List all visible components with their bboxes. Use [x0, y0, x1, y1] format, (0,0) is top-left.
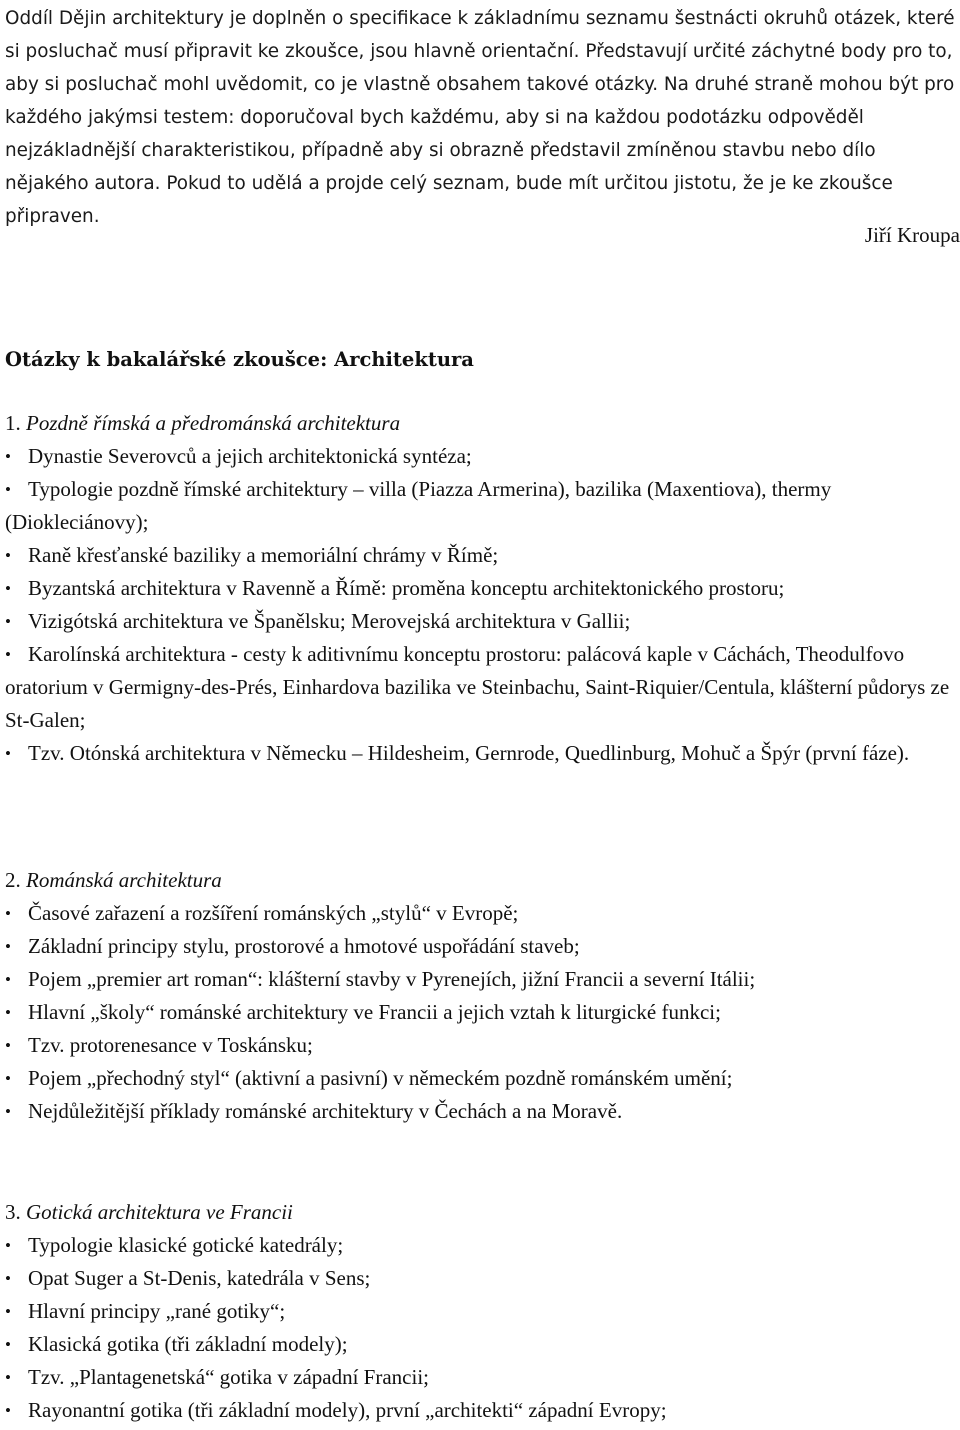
list-item: [5, 1062, 960, 1095]
bullet-icon: •: [5, 1401, 11, 1420]
bullet-icon: •: [5, 447, 11, 466]
list-item: [5, 572, 960, 605]
section-heading: [5, 864, 960, 897]
list-item: [5, 1328, 960, 1361]
bullet-icon: •: [5, 744, 11, 763]
list-item: [5, 963, 960, 996]
list-item: [5, 440, 960, 473]
list-item: [5, 1295, 960, 1328]
bullet-icon: •: [5, 612, 11, 631]
list-item: [5, 737, 960, 770]
bullet-icon: •: [5, 1003, 11, 1022]
list-item-text: Časové zařazení a rozšíření románských „stylů“ v Evropě;: [28, 901, 519, 925]
list-item-text: Vizigótská architektura ve Španělsku; Merovejská architektura v Gallii;: [28, 609, 631, 633]
section-list: [5, 440, 960, 770]
bullet-icon: •: [5, 1269, 11, 1288]
list-item: [5, 473, 960, 539]
list-item-text: Pojem „premier art roman“: klášterní stavby v Pyrenejích, jižní Francii a severní Itálii;: [28, 967, 756, 991]
list-item-text: Typologie klasické gotické katedrály;: [28, 1233, 344, 1257]
list-item: [5, 1394, 960, 1427]
list-item: [5, 1029, 960, 1062]
bullet-icon: •: [5, 1236, 11, 1255]
list-item: [5, 638, 960, 737]
section-list: [5, 1229, 960, 1427]
intro-paragraph: Oddíl Dějin architektury je doplněn o specifikace k základnímu seznamu šestnácti okruhů otázek, které si posluchač musí připravit ke zkoušce, jsou hlavně orientační. Představují určité záchytné body pro to, aby si posluchač mohl uvědomit, co je vlastně obsahem takové otázky. Na druhé straně mohou být pro každého jakýmsi testem: doporučoval bych každému, aby si na každou podotázku odpověděl nejzákladnější charakteristikou, případně aby si obrazně představil zmíněnou stavbu nebo dílo nějakého autora. Pokud to udělá a projde celý seznam, bude mít určitou jistotu, že je ke zkoušce připraven.: [5, 8, 955, 227]
bullet-icon: •: [5, 1335, 11, 1354]
list-item-text: Pojem „přechodný styl“ (aktivní a pasivní) v německém pozdně románském umění;: [28, 1066, 733, 1090]
section-heading: [5, 407, 960, 440]
list-item: [5, 1229, 960, 1262]
list-item: [5, 1262, 960, 1295]
section-1: [5, 407, 960, 770]
list-item-text: Karolínská architektura - cesty k aditivnímu konceptu prostoru: palácová kaple v Cáchách, Theodulfovo oratorium v Germigny-des-Prés, Einhardova bazilika ve Steinbachu, Saint-Riquier/Centula, klášterní půdorys ze St-Galen;: [5, 642, 950, 732]
bullet-icon: •: [5, 937, 11, 956]
list-item: [5, 605, 960, 638]
section-title: Pozdně římská a předrománská architektura: [26, 411, 401, 435]
list-item: [5, 539, 960, 572]
section-heading: [5, 1196, 960, 1229]
section-list: [5, 897, 960, 1128]
list-item-text: Rayonantní gotika (tři základní modely), první „architekti“ západní Evropy;: [28, 1398, 667, 1422]
list-item: [5, 930, 960, 963]
list-item-text: Nejdůležitější příklady románské architektury v Čechách a na Moravě.: [28, 1099, 623, 1123]
list-item-text: Byzantská architektura v Ravenně a Římě: proměna konceptu architektonického prostoru;: [28, 576, 785, 600]
list-item-text: Tzv. Otónská architektura v Německu – Hildesheim, Gernrode, Quedlinburg, Mohuč a Špýr (první fáze).: [28, 741, 910, 765]
bullet-icon: •: [5, 579, 11, 598]
list-item-text: Tzv. protorenesance v Toskánsku;: [28, 1033, 313, 1057]
bullet-icon: •: [5, 1368, 11, 1387]
bullet-icon: •: [5, 970, 11, 989]
bullet-icon: •: [5, 1036, 11, 1055]
bullet-icon: •: [5, 480, 11, 499]
author-signature: Jiří Kroupa: [864, 223, 960, 247]
section-title: Gotická architektura ve Francii: [26, 1200, 293, 1224]
list-item-text: Opat Suger a St-Denis, katedrála v Sens;: [28, 1266, 371, 1290]
list-item: [5, 1361, 960, 1394]
list-item-text: Hlavní „školy“ románské architektury ve Francii a jejich vztah k liturgické funkci;: [28, 1000, 721, 1024]
intro-block: [5, 0, 960, 233]
list-item: [5, 897, 960, 930]
bullet-icon: •: [5, 904, 11, 923]
bullet-icon: •: [5, 1102, 11, 1121]
list-item: [5, 1095, 960, 1128]
page-title: Otázky k bakalářské zkoušce: Architektura: [5, 348, 474, 371]
list-item-text: Dynastie Severovců a jejich architektonická syntéza;: [28, 444, 472, 468]
list-item-text: Raně křesťanské baziliky a memoriální chrámy v Římě;: [28, 543, 499, 567]
bullet-icon: •: [5, 645, 11, 664]
list-item-text: Typologie pozdně římské architektury – villa (Piazza Armerina), bazilika (Maxentiova), thermy (Diokleciánovy);: [5, 477, 832, 534]
section-title: Románská architektura: [26, 868, 222, 892]
list-item-text: Klasická gotika (tři základní modely);: [28, 1332, 348, 1356]
section-number: 2.: [5, 868, 21, 892]
bullet-icon: •: [5, 1069, 11, 1088]
list-item-text: Základní principy stylu, prostorové a hmotové uspořádání staveb;: [28, 934, 580, 958]
section-2: [5, 864, 960, 1128]
bullet-icon: •: [5, 1302, 11, 1321]
section-number: 3.: [5, 1200, 21, 1224]
list-item: [5, 996, 960, 1029]
section-number: 1.: [5, 411, 21, 435]
list-item-text: Hlavní principy „rané gotiky“;: [28, 1299, 286, 1323]
list-item-text: Tzv. „Plantagenetská“ gotika v západní Francii;: [28, 1365, 429, 1389]
bullet-icon: •: [5, 546, 11, 565]
section-3: [5, 1196, 960, 1427]
